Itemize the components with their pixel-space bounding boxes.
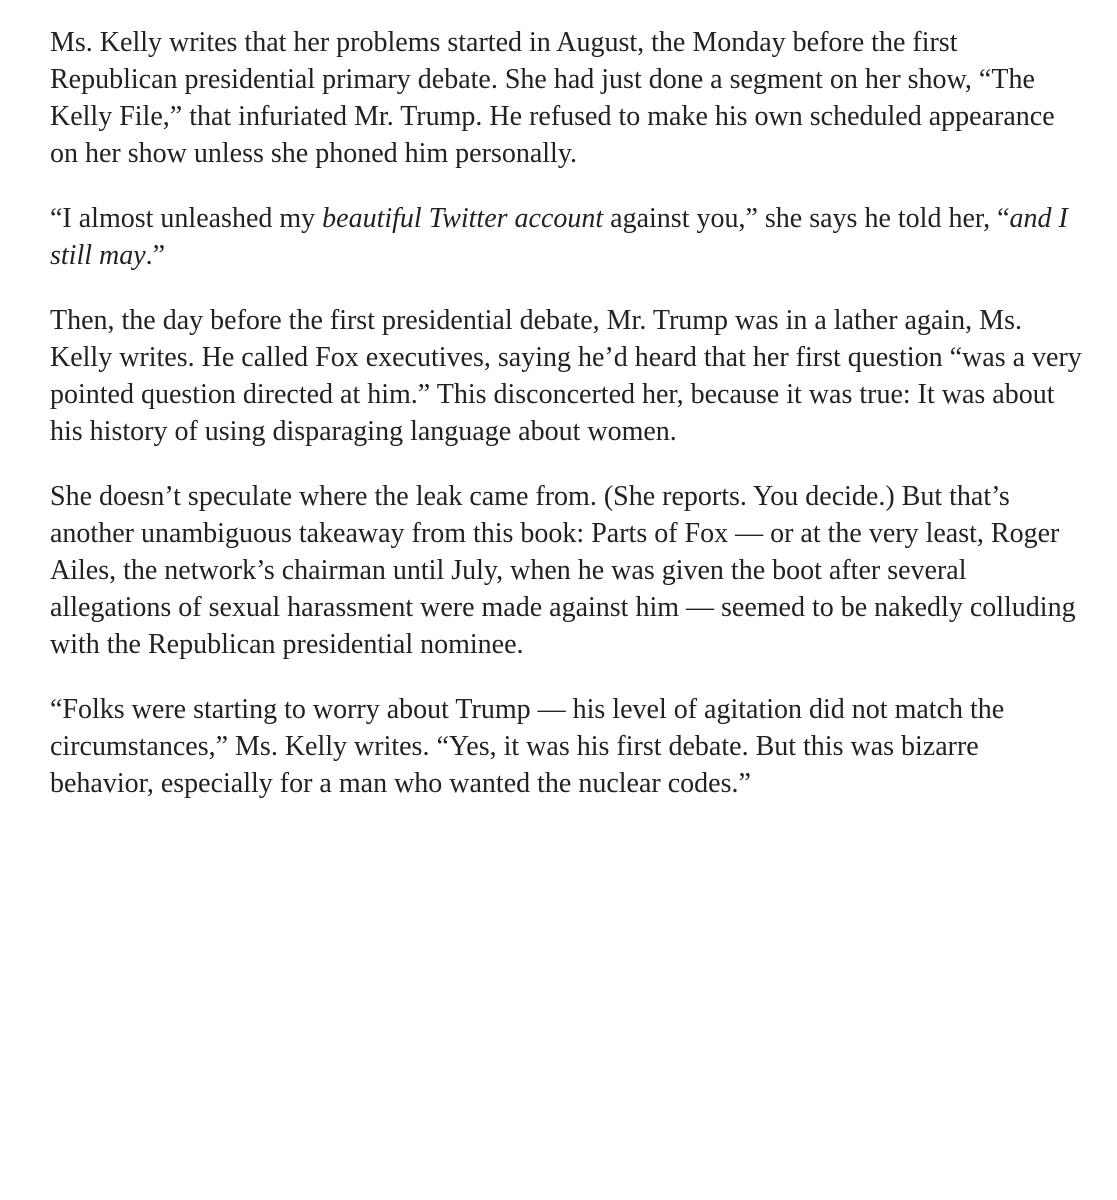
paragraph-2-text-2: against you,” she says he told her, “ <box>603 203 1010 234</box>
paragraph-5: “Folks were starting to worry about Trump — his level of agitation did not match the circumstances,” Ms. Kelly writes. “Yes, it was his first debate. But this was bizarre behavior, especially for a man who wanted the nuclear codes.” <box>50 694 1005 799</box>
paragraph-1: Ms. Kelly writes that her problems started in August, the Monday before the first Republican presidential primary debate. She had just done a segment on her show, “The Kelly File,” that infuriated Mr. Trump. He refused to make his own scheduled appearance on her show unless she phoned him personally. <box>50 27 1055 169</box>
paragraph-3: Then, the day before the first presidential debate, Mr. Trump was in a lather again, Ms. Kelly writes. He called Fox executives, saying he’d heard that her first question “was a very pointed question directed at him.” This disconcerted her, because it was true: It was about his history of using disparaging language about women. <box>50 305 1082 447</box>
paragraph-2 <box>50 200 1085 274</box>
article-body <box>50 24 1085 830</box>
paragraph-2-emphasis-2: and I still may <box>50 203 1068 271</box>
paragraph-2-emphasis-1: beautiful Twitter account <box>322 203 604 234</box>
paragraph-2-text-1: “I almost unleashed my <box>50 203 323 234</box>
paragraph-2-text-3: .” <box>145 240 166 271</box>
paragraph-4: She doesn’t speculate where the leak came from. (She reports. You decide.) But that’s another unambiguous takeaway from this book: Parts of Fox — or at the very least, Roger Ailes, the network’s chairman until July, when he was given the boot after several allegations of sexual harassment were made against him — seemed to be nakedly colluding with the Republican presidential nominee. <box>50 481 1076 660</box>
